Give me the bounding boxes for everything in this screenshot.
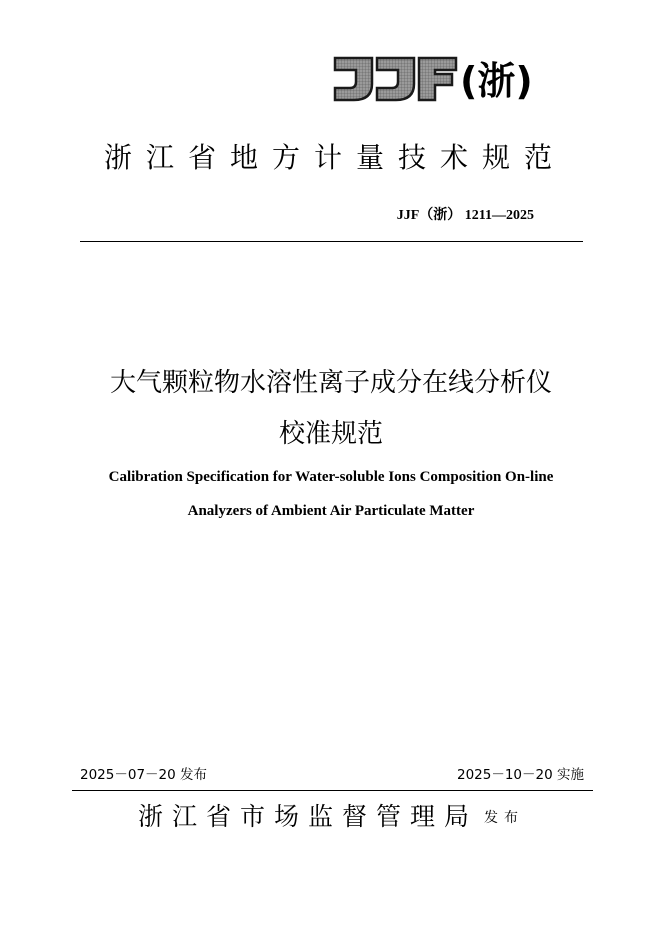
logo-letter-j1 (335, 58, 372, 100)
bottom-divider (72, 790, 593, 791)
title-en-line2: Analyzers of Ambient Air Particulate Matter (187, 503, 475, 519)
title-zh-line2: 校准规范 (278, 419, 383, 449)
logo-region-text: (浙) (460, 59, 533, 103)
publisher-issue-word: 发布 (484, 810, 524, 826)
top-divider (80, 241, 583, 242)
issuer-title: 浙江省地方计量技术规范 (103, 141, 566, 174)
specification-code: JJF（浙） 1211—2025 (396, 208, 534, 223)
jjf-logo (332, 54, 547, 104)
logo-letter-j2 (377, 58, 414, 100)
publisher-name: 浙江省市场监督管理局 (137, 802, 478, 831)
title-zh-line1: 大气颗粒物水溶性离子成分在线分析仪 (109, 368, 552, 398)
effective-date: 2025－10－20 实施 (456, 767, 584, 783)
title-en-line1: Calibration Specification for Water-soluble Ions Composition On-line (108, 469, 554, 485)
jjf-logo-graphic (332, 54, 547, 104)
logo-letter-f (419, 58, 456, 100)
publisher-row (0, 800, 662, 837)
published-date: 2025－07－20 发布 (80, 767, 208, 783)
